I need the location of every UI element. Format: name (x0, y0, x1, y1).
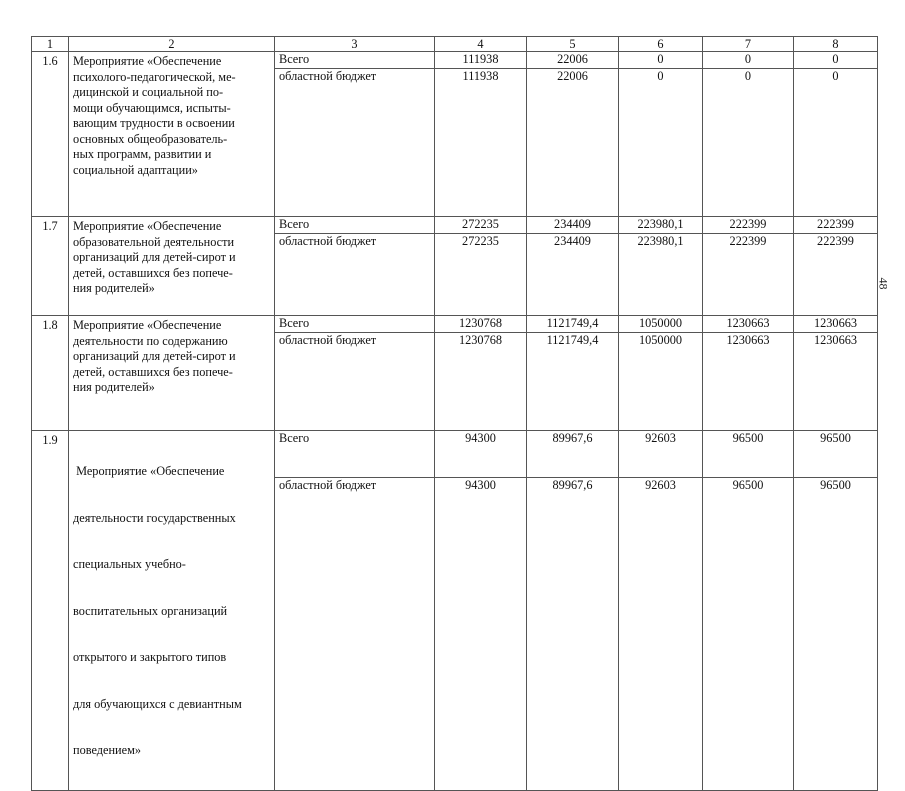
source-label-budget: областной бюджет (275, 234, 435, 316)
description-line: Мероприятие «Обеспечение (73, 464, 225, 478)
measure-description (69, 431, 275, 791)
description-line: воспитательных организаций (73, 603, 228, 618)
description-line: открытого и закрытого типов (73, 650, 227, 664)
description-line: мощи обучающимся, испыты- (73, 100, 231, 115)
header-row (32, 37, 878, 52)
row-number: 1.6 (32, 52, 69, 217)
value-cell: 94300 (435, 431, 527, 478)
description-line: организаций для детей-сирот и (73, 349, 236, 363)
value-cell: 96500 (703, 477, 794, 790)
value-cell: 0 (703, 69, 794, 217)
budget-table (31, 36, 878, 791)
value-cell: 222399 (703, 234, 794, 316)
column-header: 7 (703, 37, 794, 52)
value-cell: 89967,6 (527, 431, 619, 478)
value-cell: 0 (703, 52, 794, 69)
description-line: специальных учебно- (73, 557, 186, 571)
description-line: ных программ, развитии и (73, 147, 212, 161)
value-cell: 1230663 (794, 333, 878, 431)
column-header: 5 (527, 37, 619, 52)
value-cell: 1230768 (435, 333, 527, 431)
source-label-budget: областной бюджет (275, 69, 435, 217)
value-cell: 96500 (703, 431, 794, 478)
row-number: 1.7 (32, 217, 69, 316)
value-cell: 1121749,4 (527, 333, 619, 431)
column-header: 4 (435, 37, 527, 52)
source-label-budget: областной бюджет (275, 477, 435, 790)
value-cell: 234409 (527, 234, 619, 316)
description-line: поведением» (73, 743, 142, 757)
column-header: 1 (32, 37, 69, 52)
value-cell: 1230768 (435, 316, 527, 333)
value-cell: 272235 (435, 217, 527, 234)
value-cell: 89967,6 (527, 477, 619, 790)
column-header: 6 (619, 37, 703, 52)
value-cell: 1050000 (619, 316, 703, 333)
description-line: Мероприятие «Обеспечение (73, 219, 222, 233)
description-line: детей, оставшихся без попече- (73, 364, 233, 379)
value-cell: 0 (619, 69, 703, 217)
value-cell: 272235 (435, 234, 527, 316)
value-cell: 1050000 (619, 333, 703, 431)
table-row (32, 52, 878, 69)
value-cell: 92603 (619, 431, 703, 478)
measure-description (69, 217, 275, 316)
description-line: образовательной деятельности (73, 234, 235, 249)
column-header: 2 (69, 37, 275, 52)
description-line: деятельности государственных (73, 510, 236, 525)
value-cell: 0 (619, 52, 703, 69)
description-line: психолого-педагогической, ме- (73, 69, 236, 84)
source-label-budget: областной бюджет (275, 333, 435, 431)
value-cell: 0 (794, 69, 878, 217)
description-line: ния родителей» (73, 380, 155, 394)
measure-description (69, 316, 275, 431)
description-line: для обучающихся с девиантным (73, 696, 242, 711)
value-cell: 94300 (435, 477, 527, 790)
value-cell: 234409 (527, 217, 619, 234)
description-line: организаций для детей-сирот и (73, 250, 236, 264)
value-cell: 1230663 (703, 333, 794, 431)
value-cell: 223980,1 (619, 217, 703, 234)
measure-description (69, 52, 275, 217)
description-line: Мероприятие «Обеспечение (73, 54, 222, 68)
description-line: дицинской и социальной по- (73, 85, 224, 99)
value-cell: 222399 (703, 217, 794, 234)
page-number: 48 (876, 277, 891, 290)
value-cell: 1230663 (794, 316, 878, 333)
value-cell: 222399 (794, 217, 878, 234)
value-cell: 111938 (435, 52, 527, 69)
table-row (32, 316, 878, 333)
source-label-total: Всего (275, 52, 435, 69)
source-label-total: Всего (275, 316, 435, 333)
row-number: 1.8 (32, 316, 69, 431)
description-line: вающим трудности в освоении (73, 116, 235, 130)
source-label-total: Всего (275, 431, 435, 478)
description-line: ния родителей» (73, 281, 155, 295)
column-header: 3 (275, 37, 435, 52)
value-cell: 223980,1 (619, 234, 703, 316)
description-line: основных общеобразователь- (73, 131, 228, 146)
column-header: 8 (794, 37, 878, 52)
value-cell: 92603 (619, 477, 703, 790)
table-row (32, 217, 878, 234)
source-label-total: Всего (275, 217, 435, 234)
description-line: социальной адаптации» (73, 162, 198, 177)
value-cell: 1121749,4 (527, 316, 619, 333)
value-cell: 22006 (527, 52, 619, 69)
description-line: детей, оставшихся без попече- (73, 265, 233, 280)
description-line: Мероприятие «Обеспечение (73, 318, 222, 332)
table-row (32, 431, 878, 478)
row-number: 1.9 (32, 431, 69, 791)
value-cell: 96500 (794, 431, 878, 478)
description-line: деятельности по содержанию (73, 333, 228, 348)
value-cell: 1230663 (703, 316, 794, 333)
value-cell: 222399 (794, 234, 878, 316)
value-cell: 22006 (527, 69, 619, 217)
value-cell: 111938 (435, 69, 527, 217)
value-cell: 0 (794, 52, 878, 69)
value-cell: 96500 (794, 477, 878, 790)
